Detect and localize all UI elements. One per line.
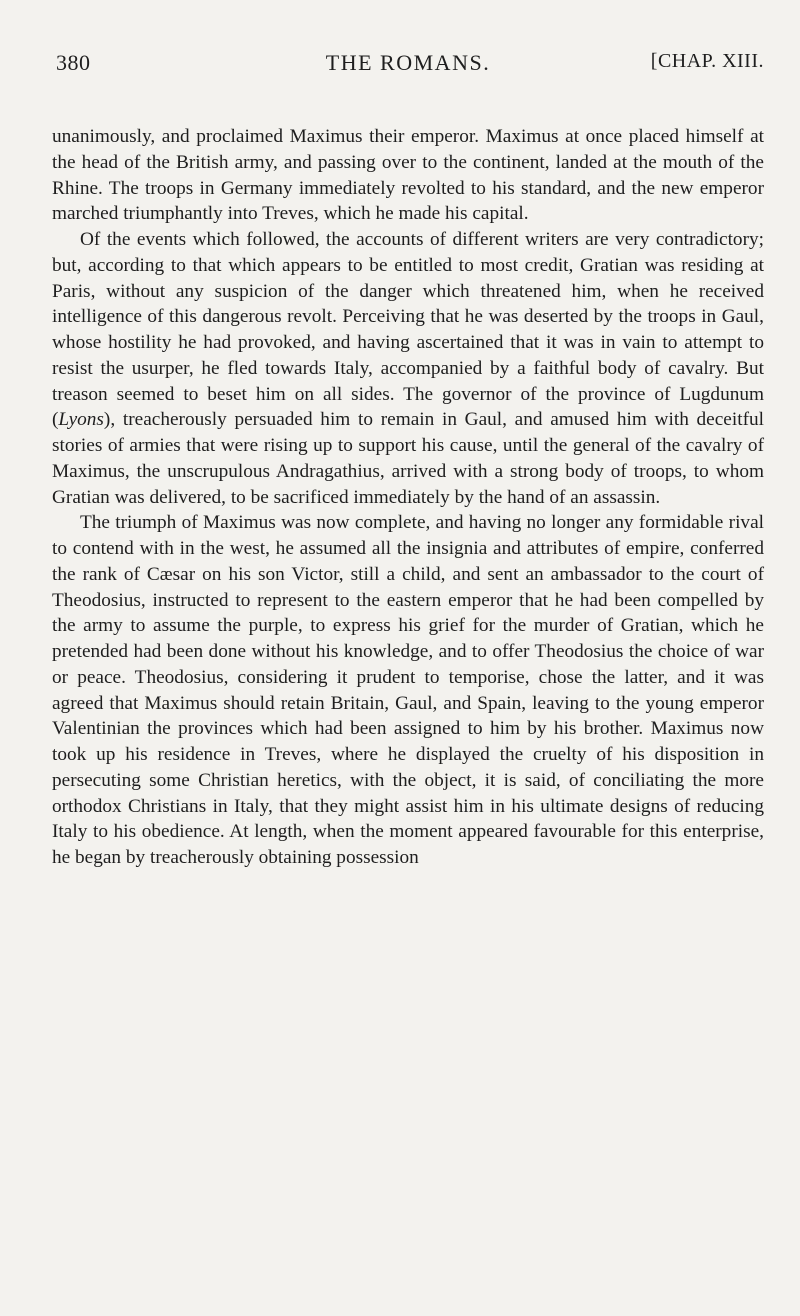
running-title: THE ROMANS.	[325, 50, 491, 75]
paragraph-3: The triumph of Maximus was now complete, and having no longer any formidable rival to contend with in the west, he assumed all the insignia and attributes of empire, conferred the rank of Cæsar on his son Victor, still a child, and sent an ambassador to the court of Theodosius, instructed to represent to the eastern emperor that he had been compelled by the army to assume the purple, to express his grief for the murder of Gratian, which he pretended had been done without his knowledge, and to offer Theodosius the choice of war or peace. Theodosius, considering it prudent to temporise, chose the latter, and it was agreed that Maximus should retain Britain, Gaul, and Spain, leaving to the young emperor Valentinian the provinces which had been assigned to him by his brother. Maximus now took up his residence in Treves, where he displayed the cruelty of his disposition in persecuting some Christian heretics, with the object, it is said, of conciliating the more orthodox Christians in Italy, that they might assist him in his ultimate designs of reducing Italy to his obedience. At length, when the moment appeared favourable for this enterprise, he began by treacherously obtaining possession	[52, 512, 764, 868]
body-text	[52, 124, 764, 871]
paragraph-2-text-before: Of the events which followed, the accounts of different writers are very contradictory; but, according to that which appears to be entitled to most credit, Gratian was residing at Paris, without any suspicion of the danger which threatened him, when he received intelligence of this dangerous revolt. Perceiving that he was deserted by the troops in Gaul, whose hostility he had provoked, and having ascertained that it was in vain to attempt to resist the usurper, he fled towards Italy, accompanied by a faithful body of cavalry. But treason seemed to beset him on all sides. The governor of the province of Lugdunum (	[52, 229, 764, 431]
running-head	[52, 44, 764, 80]
paragraph-2-text-after: ), treacherously persuaded him to remain in Gaul, and amused him with deceitful stories of armies that were rising up to support his cause, until the general of the cavalry of Maximus, the unscrupulous Andragathius, arrived with a strong body of troops, to whom Gratian was delivered, to be sacrificed immediately by the hand of an assassin.	[52, 409, 764, 508]
italic-place-name: Lyons	[58, 409, 104, 431]
paragraph-2	[52, 227, 764, 510]
chapter-reference: [CHAP. XIII.	[650, 50, 764, 72]
page-number: 380	[56, 50, 91, 75]
paragraph-1: unanimously, and proclaimed Maximus their emperor. Maximus at once placed himself at the head of the British army, and passing over to the continent, landed at the mouth of the Rhine. The troops in Germany immediately revolted to his standard, and the new emperor marched triumphantly into Treves, which he made his capital.	[52, 126, 764, 225]
book-page	[52, 44, 764, 871]
